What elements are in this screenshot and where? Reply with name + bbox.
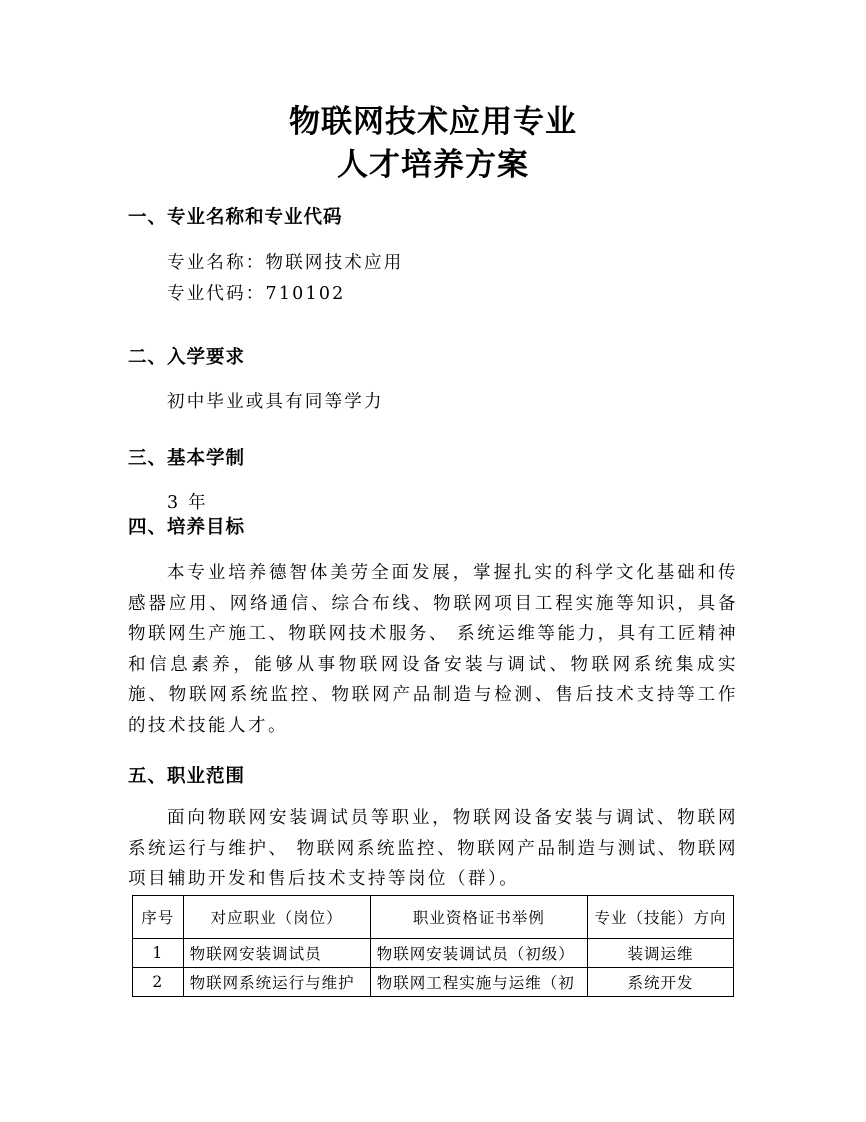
career-table <box>132 895 734 997</box>
cell-certificate: 物联网工程实施与运维（初 <box>370 968 587 997</box>
section-4-heading: 四、培养目标 <box>128 517 246 538</box>
section-5-heading: 五、职业范围 <box>128 766 246 787</box>
major-code-line: 专业代码：710102 <box>167 284 346 304</box>
career-scope-paragraph: 面向物联网安装调试员等职业，物联网设备安装与调试、物联网系统运行与维护、 物联网系统监控、物联网产品制造与测试、物联网项目辅助开发和售后技术支持等岗位（群）。 <box>128 808 738 890</box>
cell-direction: 系统开发 <box>588 968 734 997</box>
document-title-line-2: 人才培养方案 <box>337 147 529 183</box>
col-header-direction: 专业（技能）方向 <box>588 896 734 939</box>
cell-occupation: 物联网安装调试员 <box>183 939 370 968</box>
admission-requirement-text: 初中毕业或具有同等学力 <box>167 392 384 412</box>
cell-number: 1 <box>133 939 184 968</box>
table-row <box>133 968 734 997</box>
col-header-certificate: 职业资格证书举例 <box>370 896 587 939</box>
major-name-line: 专业名称：物联网技术应用 <box>167 253 404 273</box>
cell-certificate: 物联网安装调试员（初级） <box>370 939 587 968</box>
col-header-number: 序号 <box>133 896 184 939</box>
training-goal-paragraph: 本专业培养德智体美劳全面发展，掌握扎实的科学文化基础和传感器应用、网络通信、综合布线、物联网项目工程实施等知识，具备物联网生产施工、物联网技术服务、 系统运维等能力，具有工匠精神和信息素养，能够从事物联网设备安装与调试、物联网系统集成实施、物联网系统监控、物联网产品制造与检测、售后技术支持等工作的技术技能人才。 <box>128 563 738 736</box>
cell-direction: 装调运维 <box>588 939 734 968</box>
table-row <box>133 939 734 968</box>
table-header-row <box>133 896 734 939</box>
cell-occupation: 物联网系统运行与维护 <box>183 968 370 997</box>
cell-number: 2 <box>133 968 184 997</box>
section-1-heading: 一、专业名称和专业代码 <box>128 207 343 228</box>
study-length-text: 3 年 <box>167 493 208 513</box>
document-title-line-1: 物联网技术应用专业 <box>289 104 577 140</box>
col-header-occupation: 对应职业（岗位） <box>183 896 370 939</box>
section-3-heading: 三、基本学制 <box>128 448 246 469</box>
section-2-heading: 二、入学要求 <box>128 347 246 368</box>
